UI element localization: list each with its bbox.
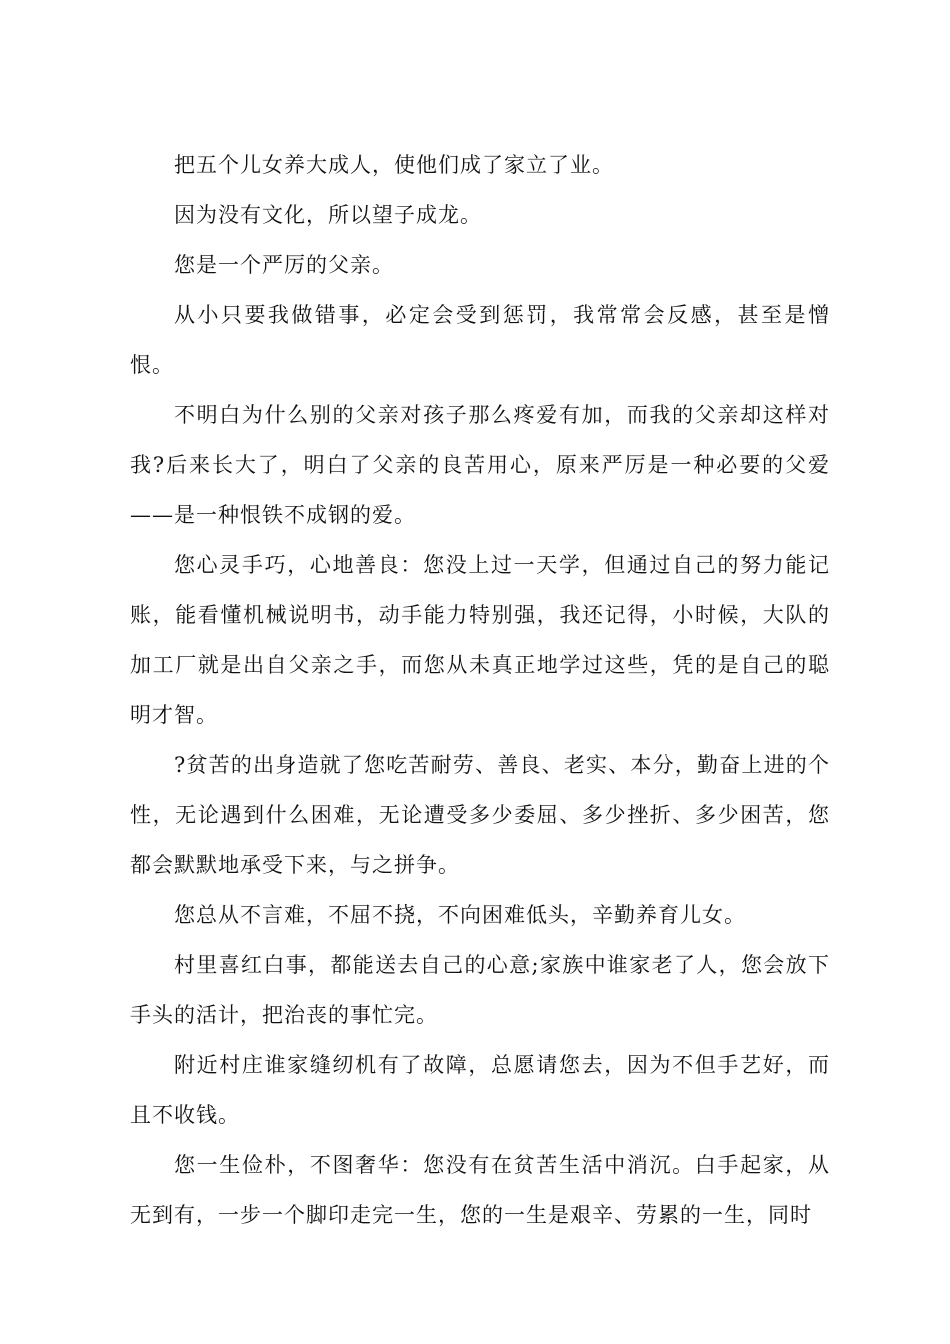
paragraph-1: 把五个儿女养大成人，使他们成了家立了业。: [174, 153, 614, 177]
paragraph-6: 您心灵手巧，心地善良：您没上过一天学，但通过自己的努力能记账，能看懂机械说明书，动手能力特别强，我还记得，小时候，大队的加工厂就是出自父亲之手，而您从未真正地学过这些，凭的是自己的聪明才智。: [130, 553, 830, 727]
paragraph-5: 不明白为什么别的父亲对孩子那么疼爱有加，而我的父亲却这样对我?后来长大了，明白了父亲的良苦用心，原来严厉是一种必要的父爱——是一种恨铁不成钢的爱。: [130, 403, 830, 527]
paragraph-7: ?贫苦的出身造就了您吃苦耐劳、善良、老实、本分，勤奋上进的个性，无论遇到什么困难，无论遭受多少委屈、多少挫折、多少困苦，您都会默默地承受下来，与之拼争。: [130, 753, 830, 877]
paragraph-11: 您一生俭朴，不图奢华：您没有在贫苦生活中消沉。白手起家，从无到有，一步一个脚印走完一生，您的一生是艰辛、劳累的一生，同时: [130, 1153, 830, 1227]
paragraph-3: 您是一个严厉的父亲。: [174, 253, 394, 277]
paragraph-10: 附近村庄谁家缝纫机有了故障，总愿请您去，因为不但手艺好，而且不收钱。: [130, 1053, 830, 1127]
paragraph-8: 您总从不言难，不屈不挠，不向困难低头，辛勤养育儿女。: [174, 903, 746, 927]
paragraph-4: 从小只要我做错事，必定会受到惩罚，我常常会反感，甚至是憎恨。: [130, 303, 830, 377]
paragraph-2: 因为没有文化，所以望子成龙。: [174, 203, 482, 227]
paragraph-9: 村里喜红白事，都能送去自己的心意;家族中谁家老了人，您会放下手头的活计，把治丧的事忙完。: [130, 953, 830, 1027]
body-text: [130, 140, 830, 1240]
